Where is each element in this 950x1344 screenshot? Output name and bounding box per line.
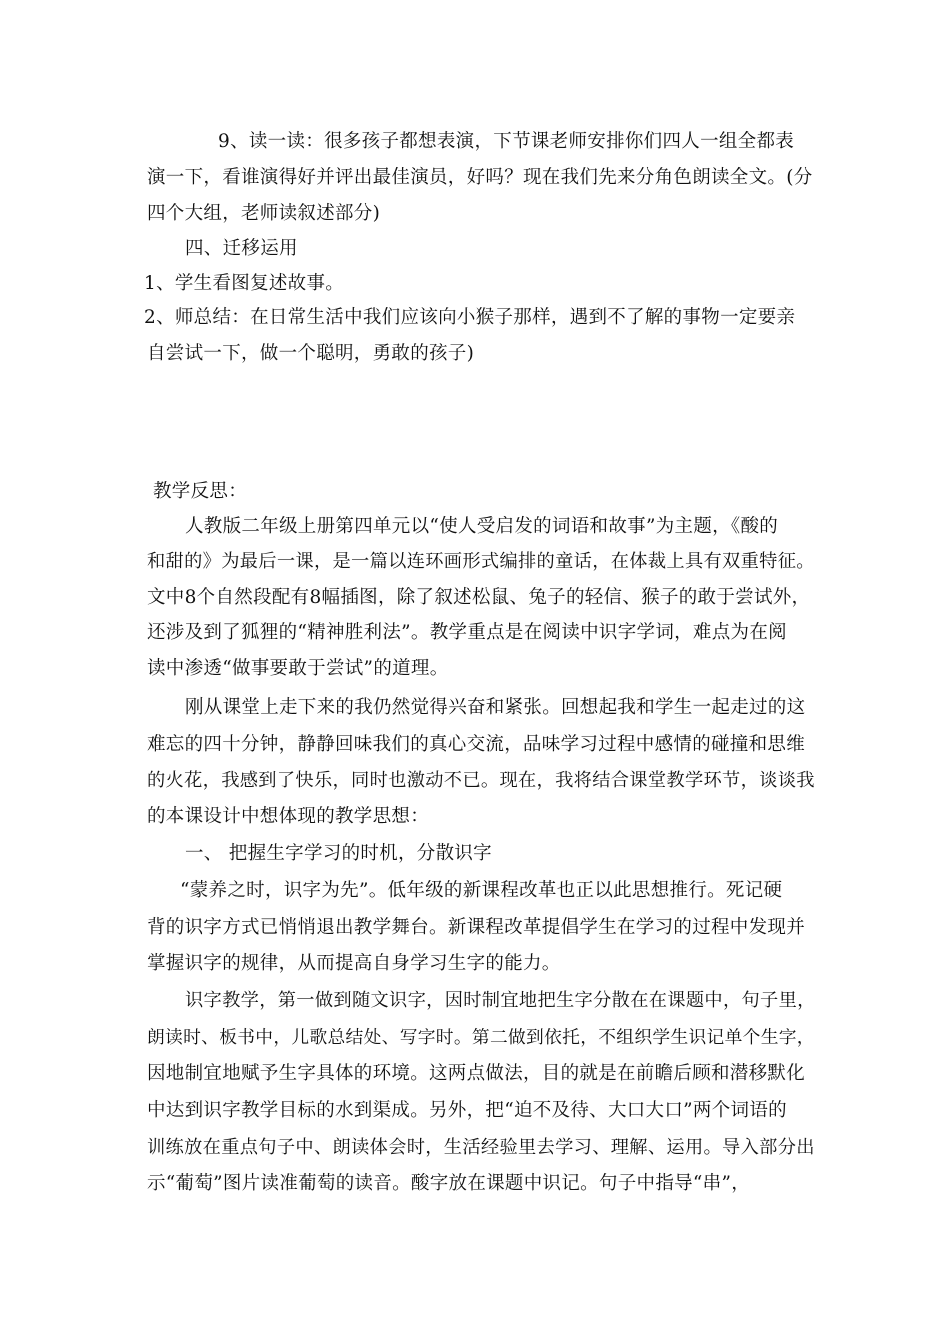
text-line: 人教版二年级上册第四单元以“使人受启发的词语和故事”为主题，《酸的 (185, 516, 779, 537)
text-line: 四个大组，老师读叙述部分) (147, 203, 381, 224)
section-heading: 一、 把握生字学习的时机，分散识字 (185, 843, 492, 864)
list-item: 1、学生看图复述故事。 (144, 273, 345, 294)
text-line: 示“葡萄”图片读准葡萄的读音。酸字放在课题中识记。句子中指导“串”， (147, 1173, 751, 1194)
text-line: 识字教学，第一做到随文识字，因时制宜地把生字分散在在课题中，句子里， (185, 990, 816, 1011)
section-heading: 教学反思： (153, 481, 248, 502)
text-line: 训练放在重点句子中、朗读体会时，生活经验里去学习、理解、运用。导入部分出 (147, 1137, 815, 1158)
text-line: 9、读一读：很多孩子都想表演，下节课老师安排你们四人一组全都表 (218, 131, 795, 152)
text-line: 朗读时、板书中，儿歌总结处、写字时。第二做到依托，不组织学生识记单个生字， (147, 1028, 815, 1048)
text-line: 难忘的四十分钟，静静回味我们的真心交流，品味学习过程中感情的碰撞和思维 (147, 734, 806, 755)
text-line: 掌握识字的规律，从而提高自身学习生字的能力。 (147, 953, 561, 974)
text-line: 还涉及到了狐狸的“精神胜利法”。教学重点是在阅读中识字学词，难点为在阅 (147, 622, 787, 643)
text-line: 读中渗透“做事要敢于尝试”的道理。 (147, 658, 449, 679)
text-line: 的火花，我感到了快乐，同时也激动不已。现在，我将结合课堂教学环节，谈谈我 (147, 770, 815, 791)
text-line: “蒙养之时，识字为先”。低年级的新课程改革也正以此思想推行。死记硬 (180, 880, 783, 901)
section-heading: 四、迁移运用 (185, 238, 298, 259)
text-line: 演一下，看谁演得好并评出最佳演员，好吗？现在我们先来分角色朗读全文。(分 (147, 167, 813, 188)
text-line: 文中8个自然段配有8幅插图，除了叙述松鼠、兔子的轻信、猴子的敢于尝试外， (147, 587, 811, 608)
text-line: 和甜的》为最后一课，是一篇以连环画形式编排的童话，在体裁上具有双重特征。 (147, 551, 815, 572)
text-line: 自尝试一下，做一个聪明，勇敢的孩子) (147, 343, 475, 364)
text-line: 背的识字方式已悄悄退出教学舞台。新课程改革提倡学生在学习的过程中发现并 (147, 917, 806, 938)
text-line: 中达到识字教学目标的水到渠成。另外，把“迫不及待、大口大口”两个词语的 (147, 1100, 787, 1121)
text-line: 因地制宜地赋予生字具体的环境。这两点做法，目的就是在前瞻后顾和潜移默化 (147, 1063, 806, 1084)
list-item: 2、师总结：在日常生活中我们应该向小猴子那样，遇到不了解的事物一定要亲 (144, 307, 796, 328)
text-line: 刚从课堂上走下来的我仍然觉得兴奋和紧张。回想起我和学生一起走过的这 (185, 697, 806, 718)
text-line: 的本课设计中想体现的教学思想： (147, 806, 430, 827)
